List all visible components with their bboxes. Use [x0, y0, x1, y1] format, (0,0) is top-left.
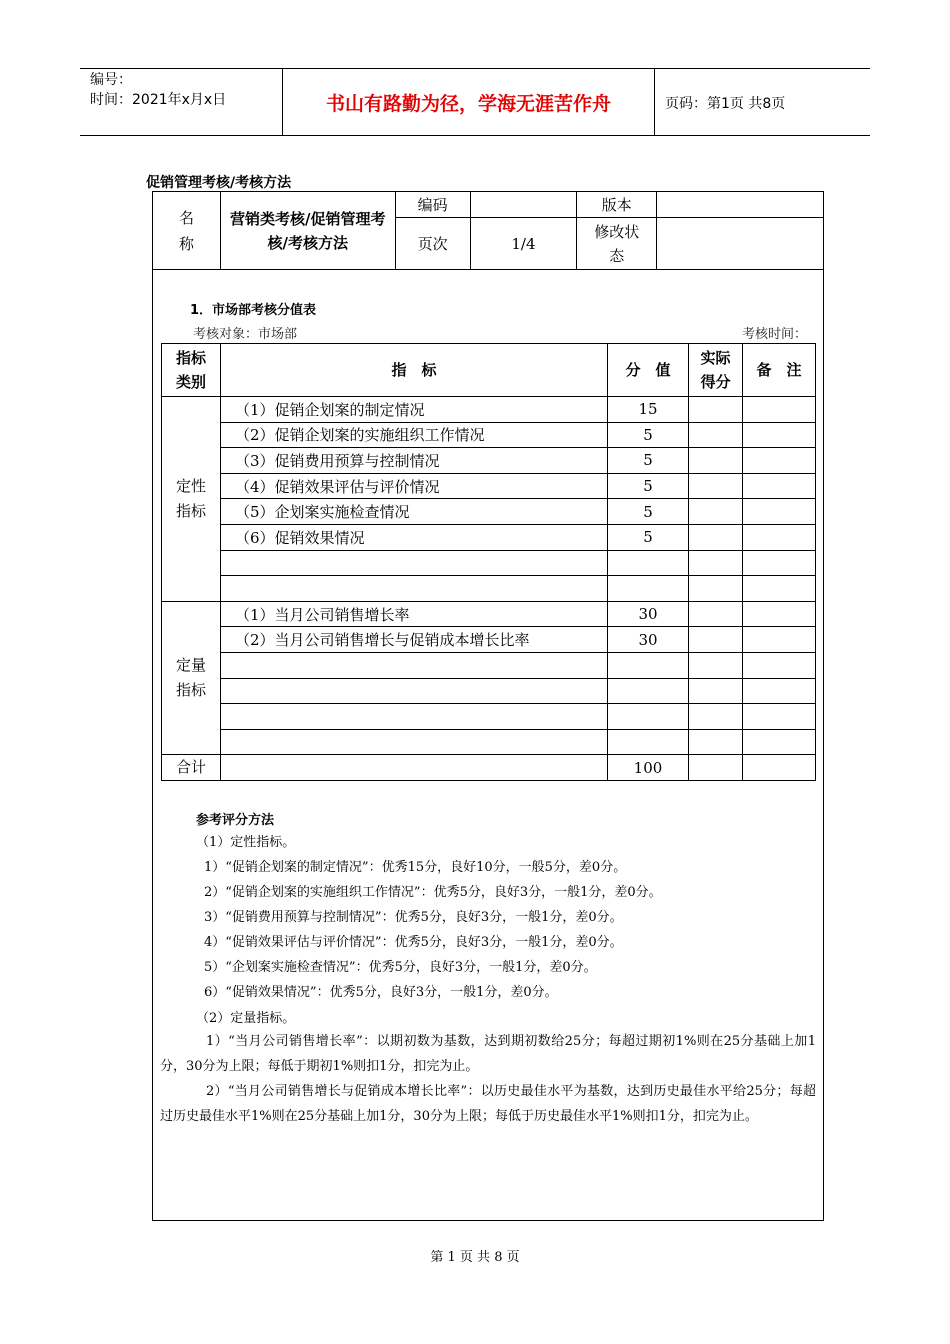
- actual-score-cell: [689, 704, 743, 730]
- score-cell: [608, 652, 689, 678]
- actual-score-cell: [689, 601, 743, 627]
- indicator-cell: （1）当月公司销售增长率: [221, 601, 608, 627]
- table-row: [162, 729, 816, 755]
- total-note-cell: [743, 755, 816, 781]
- score-cell: 5: [608, 422, 689, 448]
- table-row: [162, 601, 816, 627]
- qual-item-1: 1）“促销企划案的制定情况”：优秀15分，良好10分，一般5分，差0分。: [204, 860, 627, 875]
- note-cell: [743, 524, 816, 550]
- score-cell: 30: [608, 627, 689, 653]
- actual-score-cell: [689, 524, 743, 550]
- header-meta: [90, 70, 226, 110]
- indicator-cell: [221, 704, 608, 730]
- score-cell: 15: [608, 397, 689, 423]
- actual-score-cell: [689, 678, 743, 704]
- version-label: 版本: [577, 192, 657, 218]
- indicator-cell: [221, 576, 608, 602]
- note-cell: [743, 704, 816, 730]
- page-value: 1/4: [470, 218, 577, 270]
- note-cell: [743, 422, 816, 448]
- note-cell: [743, 576, 816, 602]
- score-cell: [608, 550, 689, 576]
- revision-value: [657, 218, 824, 270]
- score-cell: 5: [608, 473, 689, 499]
- actual-score-cell: [689, 652, 743, 678]
- note-cell: [743, 678, 816, 704]
- note-cell: [743, 397, 816, 423]
- qual-item-5: 5）“企划案实施检查情况”：优秀5分，良好3分，一般1分，差0分。: [204, 960, 597, 975]
- actual-score-cell: [689, 397, 743, 423]
- score-cell: [608, 576, 689, 602]
- note-cell: [743, 499, 816, 525]
- page-footer: 第 1 页 共 8 页: [430, 1250, 520, 1265]
- table-row: [162, 448, 816, 474]
- score-cell: [608, 678, 689, 704]
- document-title: 促销管理考核/考核方法: [146, 175, 292, 191]
- qual-item-4: 4）“促销效果评估与评价情况”：优秀5分，良好3分，一般1分，差0分。: [204, 935, 623, 950]
- quantitative-label: 定量指标: [162, 601, 221, 755]
- score-cell: 5: [608, 524, 689, 550]
- header-note: 备 注: [743, 344, 816, 397]
- header-actual: 实际得分: [689, 344, 743, 397]
- score-cell: 5: [608, 499, 689, 525]
- score-cell: 5: [608, 448, 689, 474]
- indicator-cell: （3）促销费用预算与控制情况: [221, 448, 608, 474]
- actual-score-cell: [689, 499, 743, 525]
- note-cell: [743, 729, 816, 755]
- total-value: 100: [608, 755, 689, 781]
- header-divider-right: [654, 68, 655, 136]
- actual-score-cell: [689, 473, 743, 499]
- indicator-cell: [221, 652, 608, 678]
- total-row: [162, 755, 816, 781]
- indicator-cell: （2）当月公司销售增长与促销成本增长比率: [221, 627, 608, 653]
- actual-score-cell: [689, 576, 743, 602]
- indicator-cell: [221, 729, 608, 755]
- name-value: 营销类考核/促销管理考核/考核方法: [220, 192, 395, 270]
- indicator-cell: （5）企划案实施检查情况: [221, 499, 608, 525]
- qual-heading: （1）定性指标。: [196, 835, 296, 850]
- qual-item-3: 3）“促销费用预算与控制情况”：优秀5分，良好3分，一般1分，差0分。: [204, 910, 623, 925]
- table-row: [162, 652, 816, 678]
- number-label: 编号：: [90, 72, 132, 88]
- note-cell: [743, 473, 816, 499]
- score-cell: [608, 729, 689, 755]
- score-cell: [608, 704, 689, 730]
- header-motto: 书山有路勤为径，学海无涯苦作舟: [325, 92, 611, 115]
- note-cell: [743, 448, 816, 474]
- qualitative-label: 定性指标: [162, 397, 221, 602]
- code-label: 编码: [395, 192, 470, 218]
- indicator-cell: [221, 678, 608, 704]
- table-row: [162, 678, 816, 704]
- total-indicator-cell: [221, 755, 608, 781]
- time-label: 时间：2021年x月x日: [90, 92, 227, 108]
- score-table: [161, 343, 816, 781]
- score-cell: 30: [608, 601, 689, 627]
- header-score: 分 值: [608, 344, 689, 397]
- name-label: 名 称: [153, 192, 221, 270]
- assessment-time: 考核时间：: [742, 327, 808, 342]
- table-row: [162, 397, 816, 423]
- actual-score-cell: [689, 448, 743, 474]
- note-cell: [743, 550, 816, 576]
- indicator-cell: （1）促销企划案的制定情况: [221, 397, 608, 423]
- table-row: [162, 473, 816, 499]
- section-title: 1．市场部考核分值表: [190, 303, 317, 318]
- actual-score-cell: [689, 550, 743, 576]
- assessment-target: 考核对象：市场部: [193, 327, 298, 342]
- table-row: [162, 627, 816, 653]
- version-value: [657, 192, 824, 218]
- table-row: [162, 422, 816, 448]
- total-label: 合计: [162, 755, 221, 781]
- actual-score-cell: [689, 422, 743, 448]
- table-row: [162, 576, 816, 602]
- reference-title: 参考评分方法: [196, 813, 275, 828]
- indicator-cell: （4）促销效果评估与评价情况: [221, 473, 608, 499]
- actual-score-cell: [689, 627, 743, 653]
- revision-label: 修改状态: [577, 218, 657, 270]
- indicator-cell: （2）促销企划案的实施组织工作情况: [221, 422, 608, 448]
- note-cell: [743, 652, 816, 678]
- table-row: [162, 524, 816, 550]
- page-label: 页次: [395, 218, 470, 270]
- info-table: [152, 191, 824, 270]
- table-row: [162, 550, 816, 576]
- total-actual-cell: [689, 755, 743, 781]
- actual-score-cell: [689, 729, 743, 755]
- quant-item-1: 1）“当月公司销售增长率”：以期初数为基数，达到期初数给25分；每超过期初1%则在25分基础上加1分，30分为上限；每低于期初1%则扣1分，扣完为止。: [160, 1034, 816, 1074]
- header-page-info: 页码：第1页 共8页: [665, 96, 786, 112]
- code-value: [470, 192, 577, 218]
- indicator-cell: （6）促销效果情况: [221, 524, 608, 550]
- header-category: 指标类别: [162, 344, 221, 397]
- header-indicator: 指 标: [221, 344, 608, 397]
- note-cell: [743, 601, 816, 627]
- table-row: [162, 499, 816, 525]
- note-cell: [743, 627, 816, 653]
- indicator-cell: [221, 550, 608, 576]
- quant-item-2: 2）“当月公司销售增长与促销成本增长比率”：以历史最佳水平为基数，达到历史最佳水平给25分；每超过历史最佳水平1%则在25分基础上加1分，30分为上限；每低于历史最佳水平1%则扣1分，扣完为止。: [160, 1084, 816, 1124]
- qual-item-2: 2）“促销企划案的实施组织工作情况”：优秀5分，良好3分，一般1分，差0分。: [204, 885, 662, 900]
- quant-heading: （2）定量指标。: [196, 1011, 296, 1026]
- table-row: [162, 704, 816, 730]
- qual-item-6: 6）“促销效果情况”：优秀5分，良好3分，一般1分，差0分。: [204, 985, 558, 1000]
